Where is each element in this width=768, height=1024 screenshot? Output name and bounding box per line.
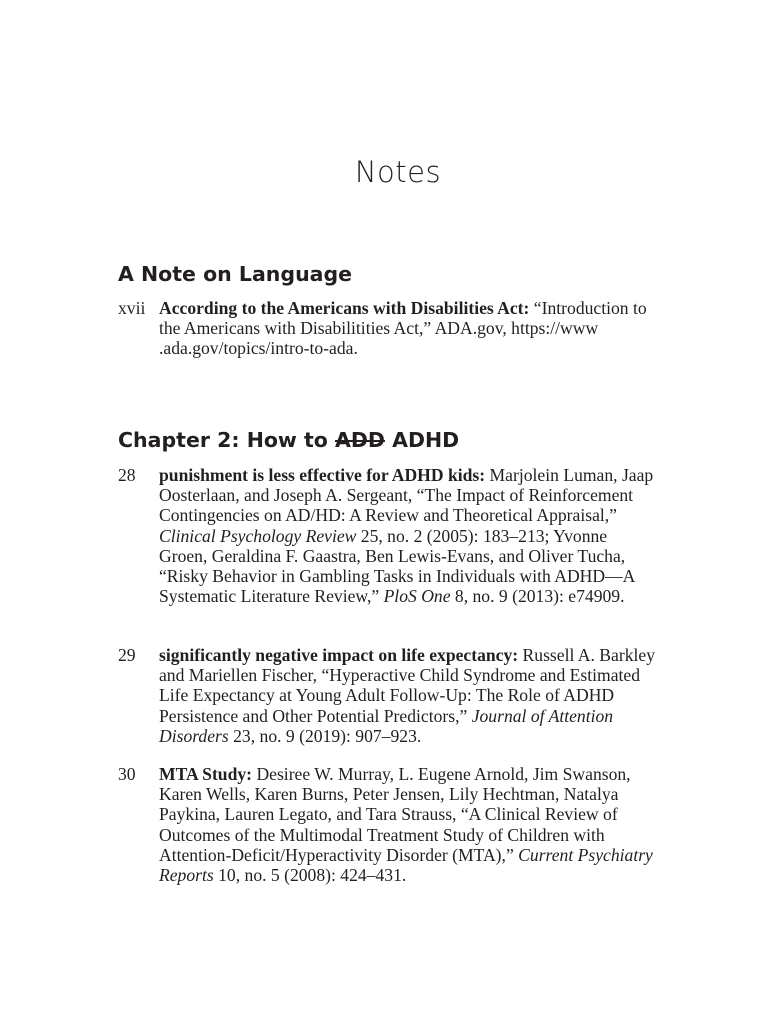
note-citation: “Introduction to the Americans with Disabilitities Act,” ADA.gov, https://www .ada.gov/topics/intro-to-ada. xyxy=(159,298,647,359)
note-citation-part: 23, no. 9 (2019): 907–923. xyxy=(228,725,422,746)
journal-title: PloS One xyxy=(383,586,451,607)
note-page-number: xvii xyxy=(118,298,146,318)
heading-struck-text: ADD xyxy=(335,428,385,452)
note-entry-30 xyxy=(118,764,658,885)
note-entry-28 xyxy=(118,465,658,606)
journal-title: Clinical Psychology Review xyxy=(159,525,357,546)
note-page-number: 30 xyxy=(118,764,136,784)
note-citation-part: 25, no. 2 (2005): 183–213; Yvonne Groen, Geraldina F. Gaastra, Ben Lewis-Evans, and Oliver Tucha, “Risky Behavior in Gambling Tasks in Individuals with ADHD—A Systematic Literature Review,” xyxy=(159,525,635,607)
page-title: Notes xyxy=(354,155,442,189)
heading-suffix: ADHD xyxy=(384,428,460,452)
note-lead: MTA Study: xyxy=(159,764,253,784)
note-citation-part: Desiree W. Murray, L. Eugene Arnold, Jim Swanson, Karen Wells, Karen Burns, Peter Jensen, Lily Hechtman, Natalya Paykina, Lauren Legato, and Tara Strauss, “A Clinical Review of Outcomes of the Multimodal Treatment Study of Children with Attention-Deficit/Hyperactivity Disorder (MTA),” xyxy=(159,764,631,865)
heading-prefix: Chapter 2: How to xyxy=(118,428,336,452)
note-entry-xvii xyxy=(118,298,658,359)
note-lead: punishment is less effective for ADHD kids: xyxy=(159,465,486,485)
note-lead: According to the Americans with Disabilities Act: xyxy=(159,298,530,318)
note-text xyxy=(159,764,658,885)
note-text xyxy=(159,645,658,746)
note-entry-29 xyxy=(118,645,658,746)
note-citation-part: 10, no. 5 (2008): 424–431. xyxy=(213,865,407,886)
note-text xyxy=(159,465,658,606)
journal-title: Current Psychiatry Reports xyxy=(159,844,653,886)
section-heading-chapter-2 xyxy=(118,425,459,455)
note-page-number: 28 xyxy=(118,465,136,485)
note-page-number: 29 xyxy=(118,645,136,665)
note-citation-part: Marjolein Luman, Jaap Oosterlaan, and Joseph A. Sergeant, “The Impact of Reinforcement Contingencies on AD/HD: A Review and Theoretical Appraisal,” xyxy=(159,465,654,526)
note-text xyxy=(159,298,658,359)
note-lead: significantly negative impact on life expectancy: xyxy=(159,645,519,665)
section-heading-note-on-language: A Note on Language xyxy=(118,262,353,286)
journal-title: Journal of Attention Disorders xyxy=(159,705,614,746)
note-citation-part: 8, no. 9 (2013): e74909. xyxy=(450,586,625,607)
note-citation-part: Russell A. Barkley and Mariellen Fischer, “Hyperactive Child Syndrome and Estimated Life Expectancy at Young Adult Follow-Up: The Role of ADHD Persistence and Other Potential Predictors,” xyxy=(159,645,655,726)
